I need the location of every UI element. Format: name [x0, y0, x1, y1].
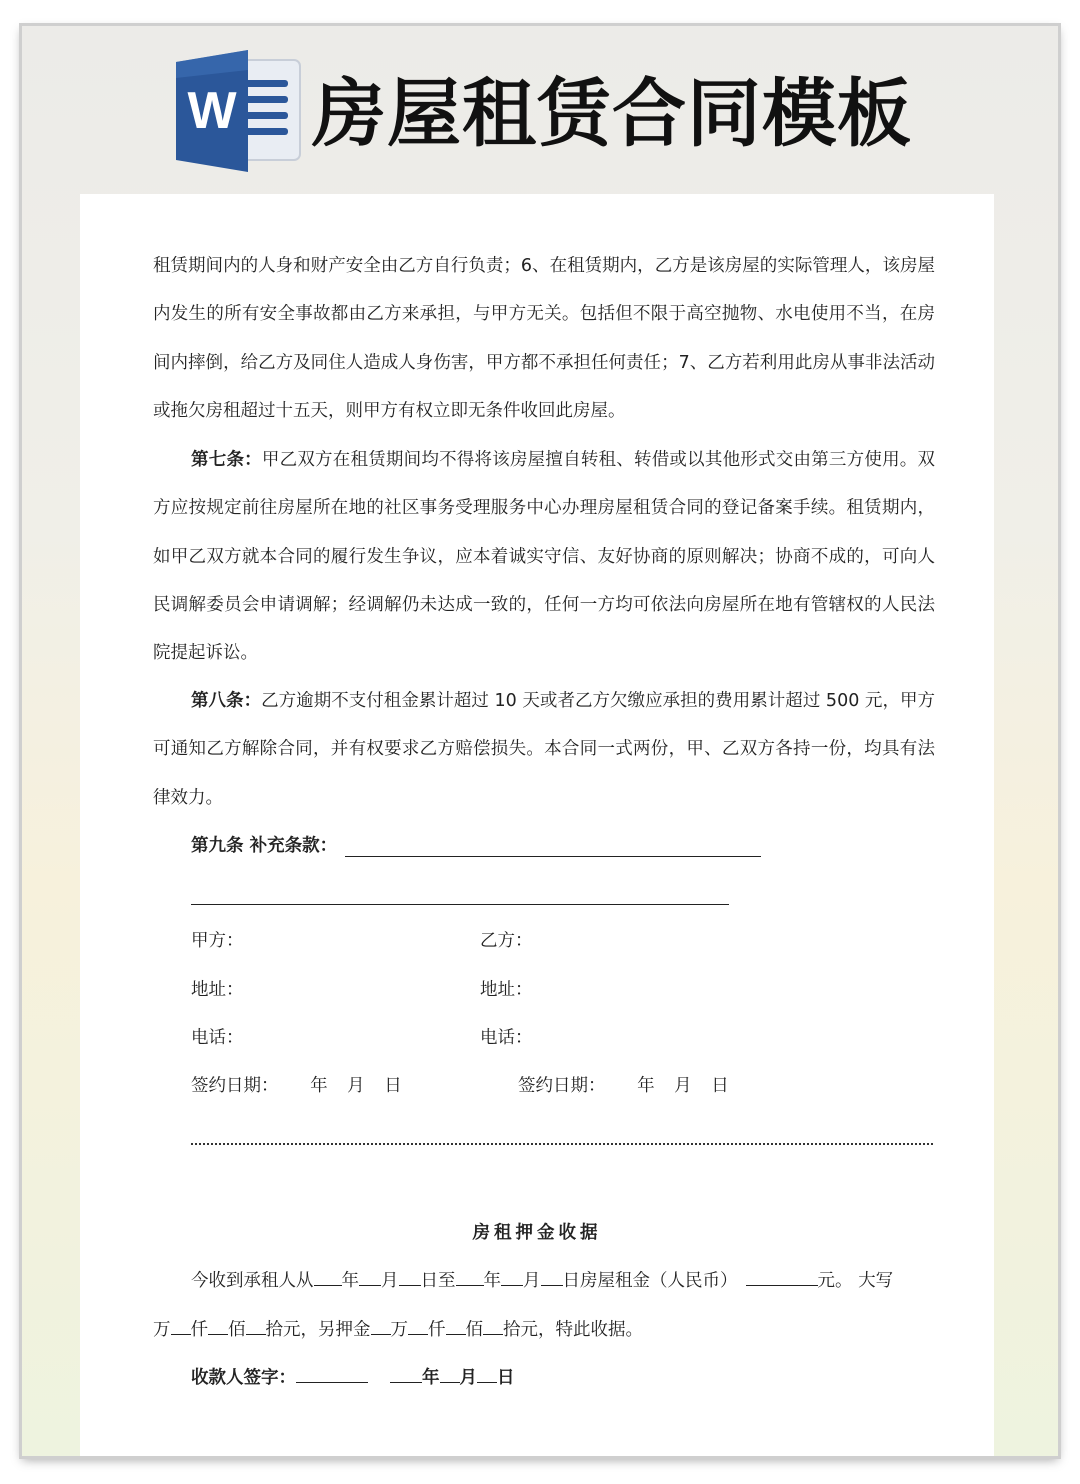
article-8-heading: 第八条： — [191, 691, 262, 711]
address-b-label: 地址： — [480, 980, 533, 1000]
blank-field[interactable] — [501, 1267, 523, 1286]
receipt-text: 拾元，另押金 — [265, 1320, 371, 1340]
sign-date-b-label: 签约日期： — [518, 1076, 606, 1096]
receipt-text: 仟 — [190, 1320, 208, 1340]
blank-field[interactable] — [208, 1316, 228, 1335]
blank-field[interactable] — [314, 1267, 342, 1286]
sign-date-b-year: 年 — [637, 1076, 655, 1096]
article-7 — [153, 436, 935, 677]
blank-field[interactable] — [483, 1316, 503, 1335]
supplement-line-2[interactable] — [191, 904, 729, 905]
blank-field[interactable] — [408, 1316, 428, 1335]
receipt-line-1 — [191, 1267, 893, 1293]
sign-date-b — [518, 1074, 729, 1098]
receipt-text: 年 — [483, 1271, 501, 1291]
receipt-text: 拾元，特此收据。 — [503, 1320, 643, 1340]
receipt-text: 月 — [381, 1271, 399, 1291]
blank-field[interactable] — [390, 1364, 422, 1383]
article-9-label: 第九条 补充条款： — [191, 836, 338, 856]
receipt-text: 年 — [341, 1271, 359, 1291]
receipt-text: 月 — [523, 1271, 541, 1291]
blank-field[interactable] — [371, 1316, 391, 1335]
signer-label: 收款人签字： — [191, 1368, 296, 1388]
receipt-text: 日 — [497, 1368, 515, 1388]
receipt-text: 月 — [459, 1368, 477, 1388]
address-a-label: 地址： — [191, 980, 244, 1000]
receipt-text: 佰 — [465, 1320, 483, 1340]
blank-field[interactable] — [399, 1267, 421, 1286]
receipt-text: 日至 — [420, 1271, 456, 1291]
sign-date-a-label: 签约日期： — [191, 1076, 279, 1096]
sign-date-b-month: 月 — [674, 1076, 692, 1096]
phone-a-label: 电话： — [191, 1028, 244, 1048]
receipt-text: 今收到承租人从 — [191, 1271, 314, 1291]
document-page — [80, 194, 994, 1456]
tear-line — [191, 1143, 933, 1145]
receipt-signer — [191, 1364, 515, 1390]
sign-date-a-month: 月 — [347, 1076, 365, 1096]
blank-field[interactable] — [171, 1316, 191, 1335]
sign-date-a-day: 日 — [384, 1076, 402, 1096]
blank-field[interactable] — [359, 1267, 381, 1286]
receipt-text: 年 — [422, 1368, 440, 1388]
receipt-text: 元。 大写 — [817, 1271, 894, 1291]
article-7-heading: 第七条： — [191, 450, 262, 470]
receipt-text: 佰 — [228, 1320, 246, 1340]
blank-field[interactable] — [456, 1267, 484, 1286]
banner-title: 房屋租赁合同模板 — [312, 71, 912, 157]
receipt-text: 万 — [390, 1320, 408, 1340]
blank-field[interactable] — [440, 1364, 460, 1383]
word-logo-icon — [176, 50, 302, 172]
sign-date-a — [191, 1074, 402, 1098]
sign-date-b-day: 日 — [711, 1076, 729, 1096]
receipt-line-2 — [153, 1316, 643, 1342]
article-7-text: 甲乙双方在租赁期间均不得将该房屋擅自转租、转借或以其他形式交由第三方使用。双方应按规定前往房屋所在地的社区事务受理服务中心办理房屋租赁合同的登记备案手续。租赁期内，如甲乙双方就本合同的履行发生争议，应本着诚实守信、友好协商的原则解决；协商不成的，可向人民调解委员会申请调解；经调解仍未达成一致的，任何一方均可依法向房屋所在地有管辖权的人民法院提起诉讼。 — [153, 450, 936, 664]
amount-field[interactable] — [746, 1267, 818, 1286]
party-a-label: 甲方： — [191, 931, 244, 951]
signer-field[interactable] — [296, 1364, 368, 1383]
paragraph-continuation: 租赁期间内的人身和财产安全由乙方自行负责；6、在租赁期内，乙方是该房屋的实际管理人，该房屋内发生的所有安全事故都由乙方来承担，与甲方无关。包括但不限于高空抛物、水电使用不当，在房间内摔倒，给乙方及同住人造成人身伤害，甲方都不承担任何责任；7、乙方若利用此房从事非法活动或拖欠房租超过十五天，则甲方有权立即无条件收回此房屋。 — [153, 256, 935, 421]
blank-field[interactable] — [246, 1316, 266, 1335]
blank-field[interactable] — [477, 1364, 497, 1383]
party-b-label: 乙方： — [480, 931, 533, 951]
sign-date-a-year: 年 — [310, 1076, 328, 1096]
word-logo-letter: W — [187, 82, 237, 140]
receipt-title: 房租押金收据 — [472, 1223, 602, 1243]
receipt-text: 仟 — [428, 1320, 446, 1340]
blank-field[interactable] — [541, 1267, 563, 1286]
article-8 — [153, 677, 935, 822]
blank-field[interactable] — [446, 1316, 466, 1335]
receipt-text: 万 — [153, 1320, 171, 1340]
article-8-text: 乙方逾期不支付租金累计超过 10 天或者乙方欠缴应承担的费用累计超过 500 元，甲方可通知乙方解除合同，并有权要求乙方赔偿损失。本合同一式两份，甲、乙双方各持一份，均具有法律效力。 — [153, 691, 936, 808]
supplement-line-1[interactable] — [345, 856, 761, 857]
phone-b-label: 电话： — [480, 1028, 533, 1048]
receipt-text: 日房屋租金（人民币） — [562, 1271, 738, 1291]
